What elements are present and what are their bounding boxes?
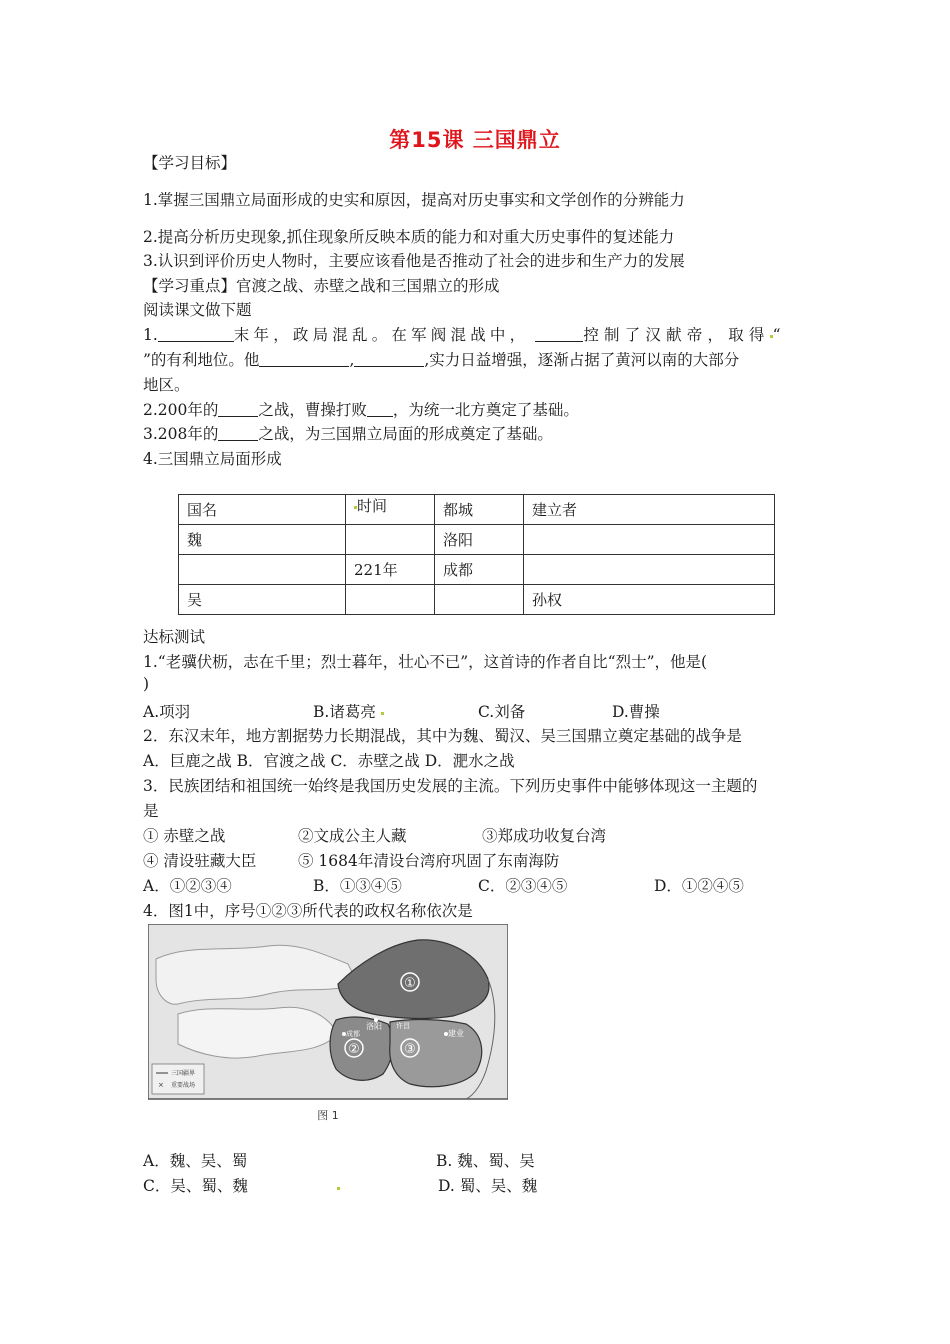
table-cell: 孙权	[524, 585, 775, 615]
header-cell: 都城	[435, 495, 524, 525]
test-q1-option-b[interactable]	[313, 700, 384, 722]
table-cell: 吴	[179, 585, 346, 615]
dot-mark	[337, 1187, 340, 1190]
table-row	[179, 555, 775, 585]
marker-1: ①	[404, 976, 416, 991]
reading-q1-text: ”的有利地位。他	[143, 351, 260, 369]
legend-cross-icon: ×	[158, 1081, 164, 1089]
page-title: 第15课 三国鼎立	[389, 128, 561, 152]
table-cell: 221年	[346, 555, 435, 585]
table-cell[interactable]	[435, 585, 524, 615]
test-q1-option-a[interactable]: A.项羽	[143, 703, 191, 721]
answer-blank[interactable]	[218, 401, 258, 417]
table-cell[interactable]	[179, 555, 346, 585]
objectives-heading: 【学习目标】	[143, 154, 237, 172]
focus-line: 【学习重点】官渡之战、赤壁之战和三国鼎立的形成	[143, 277, 500, 295]
reading-q3-text: 3.208年的	[143, 425, 219, 443]
map-legend	[152, 1064, 204, 1094]
city-label: 成都	[346, 1030, 360, 1038]
answer-blank[interactable]	[354, 351, 424, 367]
test-q1-close: )	[143, 675, 150, 693]
table-row	[179, 525, 775, 555]
marker-3: ③	[404, 1042, 416, 1057]
objective-3: 3.认识到评价历史人物时，主要应该看他是否推动了社会的进步和生产力的发展	[143, 252, 685, 270]
test-heading: 达标测试	[143, 628, 206, 646]
reading-q2	[143, 398, 579, 420]
test-q4: 4．图1中，序号①②③所代表的政权名称依次是	[143, 902, 473, 920]
test-q2: 2．东汉末年，地方割据势力长期混战，其中为魏、蜀汉、吴三国鼎立奠定基础的战争是	[143, 727, 742, 745]
reading-q1-line3: 地区。	[143, 376, 190, 394]
test-q3-item-2: ②文成公主人藏	[298, 827, 407, 845]
test-q3-option-a[interactable]: A．①②③④	[143, 877, 232, 895]
reading-q1-text: ,实力日益增强，逐渐占据了黄河以南的大部分	[424, 351, 740, 369]
test-q4-option-b[interactable]: B. 魏、蜀、吴	[436, 1152, 535, 1170]
reading-q1-text: ,	[349, 351, 355, 369]
option-text: B.诸葛亮	[313, 703, 376, 721]
answer-blank[interactable]	[259, 351, 349, 367]
legend-label: 三国疆界	[171, 1070, 196, 1077]
reading-q2-text: 之战，曹操打败	[258, 401, 367, 419]
test-q4-option-a[interactable]: A．魏、吴、蜀	[143, 1152, 248, 1170]
legend-label: 重要战场	[171, 1082, 196, 1089]
test-q3-item-1: ① 赤壁之战	[143, 827, 226, 845]
test-q3-option-d[interactable]: D．①②④⑤	[654, 877, 744, 895]
header-cell: 国名	[179, 495, 346, 525]
test-q1-option-c[interactable]: C.刘备	[478, 703, 526, 721]
objective-2: 2.提高分析历史现象,抓住现象所反映本质的能力和对重大历史事件的复述能力	[143, 228, 675, 246]
three-kingdoms-map	[148, 924, 508, 1126]
test-q3-item-3: ③郑成功收复台湾	[482, 827, 607, 845]
marker-2: ②	[348, 1042, 360, 1057]
test-q3-option-c[interactable]: C．②③④⑤	[478, 877, 568, 895]
city-label: 许昌	[396, 1022, 410, 1030]
map-caption: 图 1	[317, 1109, 339, 1122]
reading-q1-line2	[143, 348, 739, 370]
answer-blank[interactable]	[367, 401, 393, 417]
table-cell[interactable]	[524, 555, 775, 585]
table-cell[interactable]	[346, 525, 435, 555]
reading-q2-text: ，为统一北方奠定了基础。	[392, 401, 579, 419]
test-q3-item-4: ④ 清设驻藏大臣	[143, 852, 257, 870]
table-cell: 成都	[435, 555, 524, 585]
table-cell: 洛阳	[435, 525, 524, 555]
test-q3-option-b[interactable]: B．①③④⑤	[313, 877, 402, 895]
map-region-2	[330, 1017, 393, 1080]
table-cell[interactable]	[524, 525, 775, 555]
reading-q4: 4.三国鼎立局面形成	[143, 450, 282, 468]
reading-q2-text: 2.200年的	[143, 401, 219, 419]
test-q1: 1.“老骥伏枥，志在千里；烈士暮年，壮心不已”，这首诗的作者自比“烈士”，他是(	[143, 653, 708, 671]
test-q3-line1: 3．民族团结和祖国统一始终是我国历史发展的主流。下列历史事件中能够体现这一主题的	[143, 777, 758, 795]
answer-blank[interactable]	[218, 425, 258, 441]
dot-mark	[381, 712, 384, 715]
three-kingdoms-table	[178, 494, 775, 615]
table-header-row	[179, 495, 775, 525]
answer-blank[interactable]	[158, 326, 234, 342]
test-q1-option-d[interactable]: D.曹操	[612, 703, 660, 721]
test-q4-option-d[interactable]: D. 蜀、吴、魏	[438, 1177, 538, 1195]
table-cell: 魏	[179, 525, 346, 555]
objective-1: 1.掌握三国鼎立局面形成的史实和原因，提高对历史事实和文学创作的分辨能力	[143, 191, 685, 209]
test-q3-line2: 是	[143, 802, 159, 820]
answer-blank[interactable]	[535, 326, 583, 342]
reading-q1-quote: “	[772, 326, 781, 344]
city-label: 洛阳	[366, 1022, 382, 1031]
header-cell-text: 时间	[357, 497, 388, 515]
city-label: 建业	[448, 1029, 464, 1038]
reading-q3-text: 之战，为三国鼎立局面的形成奠定了基础。	[258, 425, 553, 443]
reading-q1-text: 控制了汉献帝，取得	[583, 326, 770, 344]
reading-heading: 阅读课文做下题	[143, 301, 252, 319]
header-cell	[346, 495, 435, 525]
test-q2-options[interactable]: A．巨鹿之战 B．官渡之战 C．赤壁之战 D．淝水之战	[143, 752, 515, 770]
header-cell: 建立者	[524, 495, 775, 525]
table-row	[179, 585, 775, 615]
reading-q3	[143, 422, 553, 444]
table-cell[interactable]	[346, 585, 435, 615]
test-q4-option-c[interactable]: C．吴、蜀、魏	[143, 1177, 248, 1195]
reading-q1-line1	[143, 323, 781, 345]
reading-q1-number: 1.	[143, 326, 158, 344]
reading-q1-text: 末年，政局混乱。在军阀混战中，	[233, 326, 530, 344]
test-q3-item-5: ⑤ 1684年清设台湾府巩固了东南海防	[298, 852, 560, 870]
